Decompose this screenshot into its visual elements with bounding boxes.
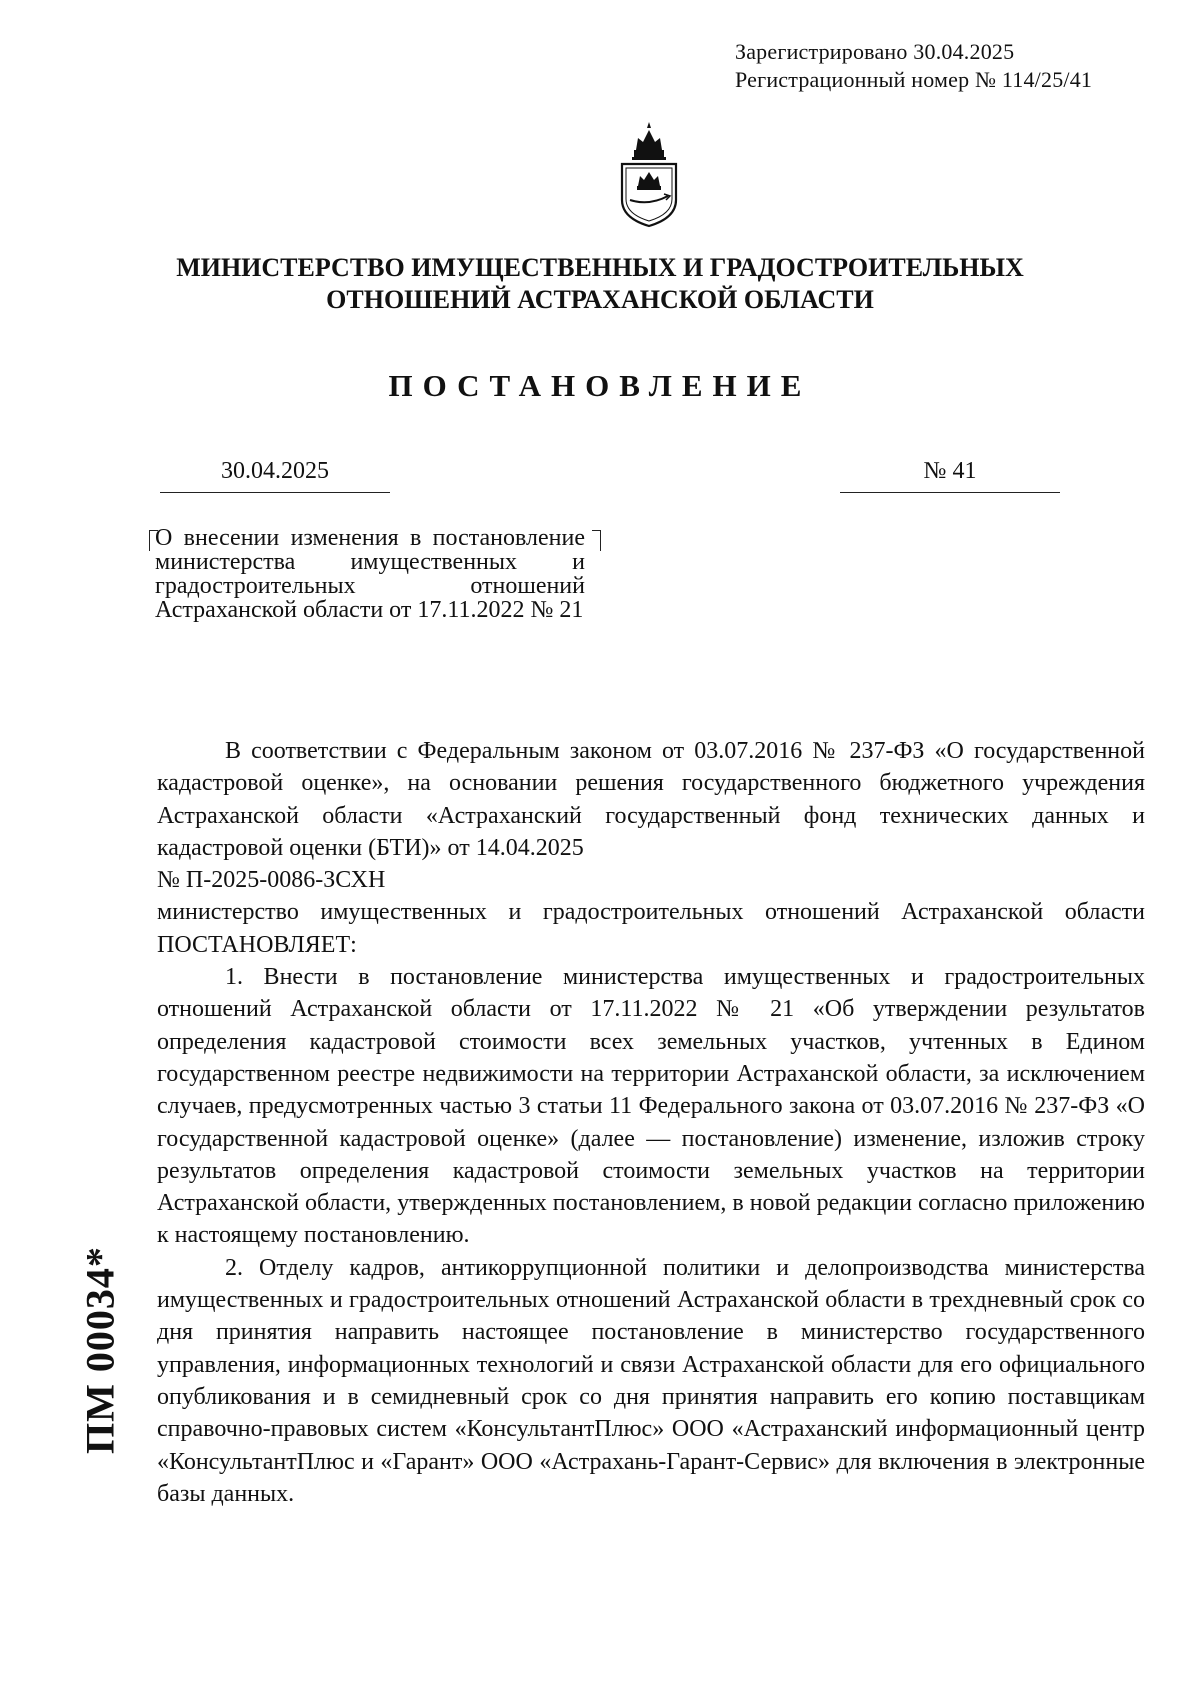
preamble-reference: № П-2025-0086-ЗСХН — [157, 867, 386, 894]
number-underline — [840, 492, 1060, 493]
document-number: № 41 — [923, 458, 977, 484]
registration-date: Зарегистрировано 30.04.2025 — [735, 39, 1015, 64]
resolves-paragraph: министерство имущественных и градостроительных отношений Астраханской области ПОСТАНОВЛЯЕТ: — [157, 899, 1145, 958]
ministry-line-1: МИНИСТЕРСТВО ИМУЩЕСТВЕННЫХ И ГРАДОСТРОИТЕЛЬНЫХ — [176, 253, 1024, 282]
item-2-paragraph: 2. Отделу кадров, антикоррупционной политики и делопроизводства министерства имущественных и градостроительных отношений Астраханской области в трехдневный срок со дня принятия направить настоящее постановление в министерство государственного управления, информационных технологий и связи Астраханской области для его официального опубликования и в семидневный срок со дня принятия направить его копию поставщикам справочно-правовых систем «КонсультантПлюс» ООО «Астраханский информационный центр «КонсультантПлюс и «Гарант» ООО «Астрахань-Гарант-Сервис» для включения в электронные базы данных. — [157, 1254, 1145, 1507]
preamble-paragraph: В соответствии с Федеральным законом от 03.07.2016 № 237-ФЗ «О государственной кадастровой оценке», на основании решения государственного бюджетного учреждения Астраханской области «Астраханский государственный фонд технических данных и кадастровой оценки (БТИ)» от 14.04.2025 — [157, 738, 1145, 861]
date-underline — [160, 492, 390, 493]
margin-stamp-text: ПМ 00034* — [77, 1246, 123, 1454]
astrakhan-coat-of-arms-icon — [614, 120, 684, 230]
ministry-line-2: ОТНОШЕНИЙ АСТРАХАНСКОЙ ОБЛАСТИ — [326, 285, 874, 314]
item-1-paragraph: 1. Внести в постановление министерства имущественных и градостроительных отношений Астраханской области от 17.11.2022 № 21 «Об утверждении результатов определения кадастровой стоимости всех земельных участков, учтенных в Едином государственном реестре недвижимости на территории Астраханской области, за исключением случаев, предусмотренных частью 3 статьи 11 Федерального закона от 03.07.2016 № 237-ФЗ «О государственной кадастровой оценке» (далее — постановление) изменение, изложив строку результатов определения кадастровой стоимости земельных участков на территории Астраханской области, утвержденных постановлением, в новой редакции согласно приложению к настоящему постановлению. — [157, 964, 1145, 1249]
subject-bracket-right — [592, 530, 601, 551]
ministry-name — [100, 252, 1100, 316]
registration-block — [735, 38, 1092, 94]
registration-number: Регистрационный номер № 114/25/41 — [735, 67, 1093, 92]
document-date: 30.04.2025 — [221, 458, 329, 484]
document-body — [157, 735, 1145, 1510]
margin-stamp — [70, 1220, 130, 1480]
document-type: ПОСТАНОВЛЕНИЕ — [388, 368, 812, 403]
subject-text: О внесении изменения в постановление министерства имущественных и градостроительных отношений Астраханской области от 17.11.2022 № 21 — [155, 525, 585, 623]
document-subject — [155, 526, 585, 622]
